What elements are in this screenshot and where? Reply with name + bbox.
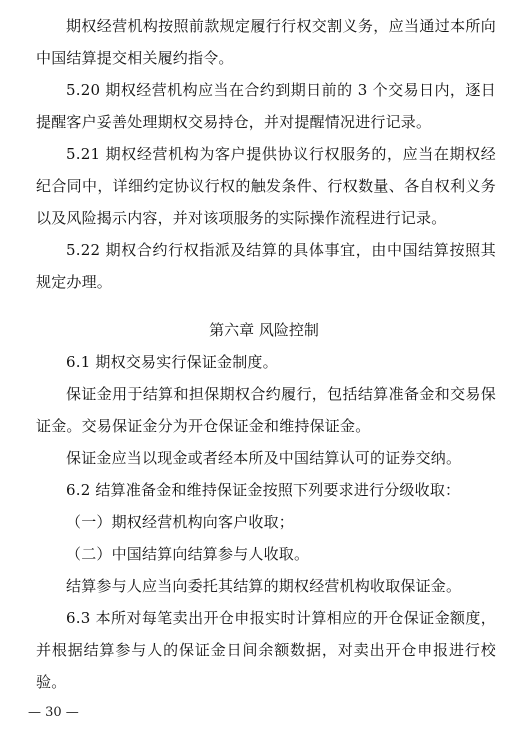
paragraph-exercise-delivery: 期权经营机构按照前款规定履行行权交割义务，应当通过本所向中国结算提交相关履约指令。	[36, 17, 496, 67]
paragraph-item-2: （二）中国结算向结算参与人收取。	[66, 545, 310, 563]
page-number: — 30 —	[28, 705, 79, 720]
paragraph-5-21: 5.21 期权经营机构为客户提供协议行权服务的，应当在期权经纪合同中，详细约定协议行权的触发条件、行权数量、各自权利义务以及风险揭示内容，并对该项服务的实际操作流程进行记录。	[36, 145, 496, 227]
paragraph-5-20: 5.20 期权经营机构应当在合约到期日前的 3 个交易日内，逐日提醒客户妥善处理期权交易持仓，并对提醒情况进行记录。	[36, 81, 496, 131]
paragraph-6-1: 6.1 期权交易实行保证金制度。	[66, 353, 278, 371]
paragraph-margin-purpose: 保证金用于结算和担保期权合约履行，包括结算准备金和交易保证金。交易保证金分为开仓保证金和维持保证金。	[36, 385, 496, 435]
paragraph-item-1: （一）期权经营机构向客户收取；	[66, 513, 295, 531]
paragraph-6-3: 6.3 本所对每笔卖出开仓申报实时计算相应的开仓保证金额度，并根据结算参与人的保证金日间余额数据，对卖出开仓申报进行校验。	[36, 609, 496, 691]
paragraph-6-2: 6.2 结算准备金和维持保证金按照下列要求进行分级收取：	[66, 481, 461, 499]
paragraph-collect-margin: 结算参与人应当向委托其结算的期权经营机构收取保证金。	[66, 577, 462, 595]
paragraph-margin-payment: 保证金应当以现金或者经本所及中国结算认可的证券交纳。	[66, 449, 462, 467]
chapter-title: 第六章 风险控制	[209, 321, 319, 339]
paragraph-5-22: 5.22 期权合约行权指派及结算的具体事宜，由中国结算按照其规定办理。	[36, 241, 496, 291]
